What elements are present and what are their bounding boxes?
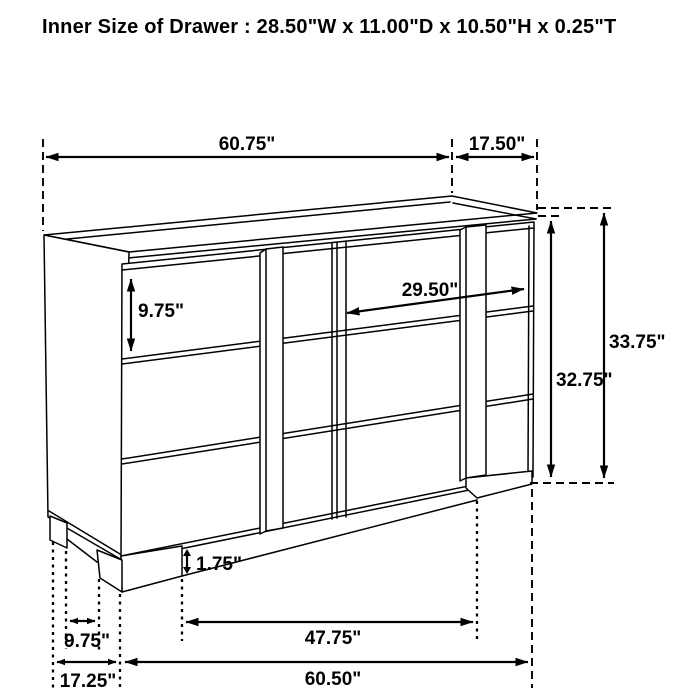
dim-front-width-label: 60.50" [304,669,362,690]
dim-front-leg-span-label: 47.75" [304,628,362,649]
dim-drawer-inner-width-label: 29.50" [401,280,459,301]
dim-base-clearance-label: 1.75" [196,554,242,575]
dim-top-width [46,134,449,157]
dresser-drawing [44,196,537,592]
dresser-front-face [121,222,534,561]
left-accent-bar [260,247,283,534]
right-accent-bar [460,225,486,481]
dim-body-height-label: 32.75" [556,370,613,391]
dim-front-width [125,662,528,690]
dim-top-depth-label: 17.50" [468,134,526,155]
dim-front-leg-span [186,622,473,649]
dim-base-clearance [183,549,242,575]
dim-leg-gap-side-label: 9.75" [64,631,110,652]
dim-top-width-label: 60.75" [218,134,276,155]
dim-side-depth [57,662,116,692]
dim-leg-gap-side [64,621,110,652]
diagram-title: Inner Size of Drawer : 28.50"W x 11.00"D x 10.50"H x 0.25"T [42,16,617,38]
dresser-side-panel [44,235,129,560]
dim-drawer-front-height-label: 9.75" [138,301,184,322]
dim-side-depth-label: 17.25" [59,671,117,692]
dim-top-depth [456,134,534,157]
dim-total-height-label: 33.75" [609,332,666,353]
dim-total-height [604,213,666,478]
